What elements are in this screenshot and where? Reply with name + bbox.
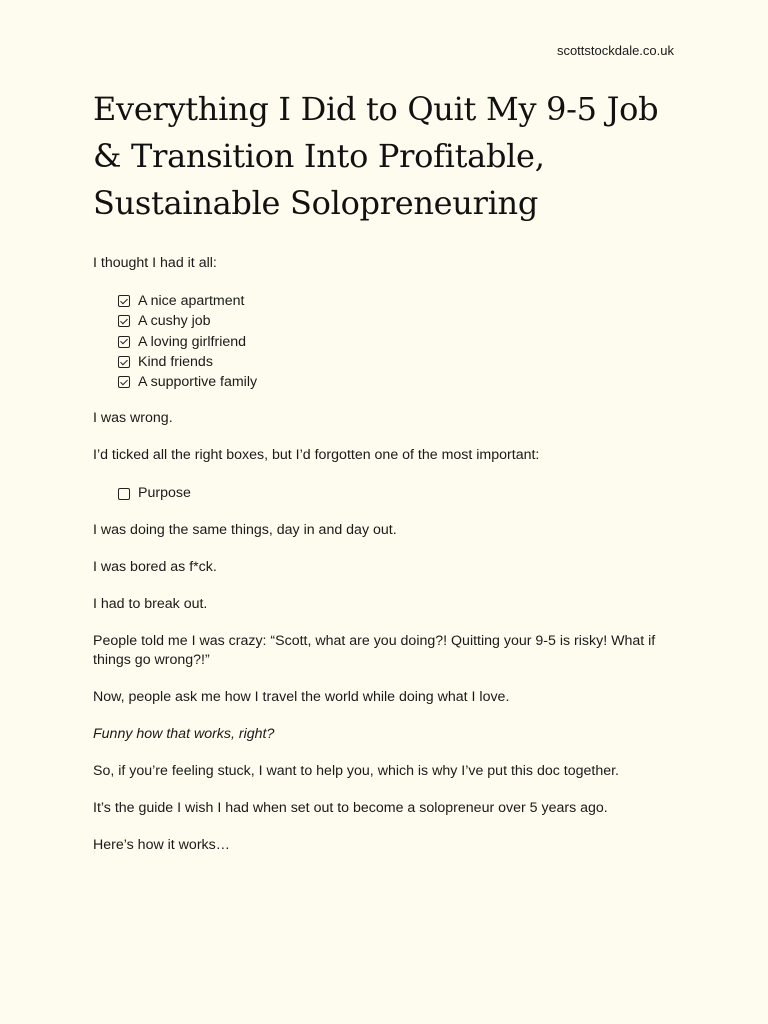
ticked-paragraph: I’d ticked all the right boxes, but I’d forgotten one of the most important:: [93, 447, 540, 464]
break-paragraph: I had to break out.: [93, 595, 208, 612]
list-item: [118, 332, 673, 352]
unchecked-box-icon: [118, 488, 130, 500]
list-item: [118, 372, 673, 392]
bored-paragraph: I was bored as f*ck.: [93, 558, 217, 575]
stuck-paragraph: So, if you’re feeling stuck, I want to help you, which is why I’ve put this doc together.: [93, 762, 620, 779]
article: [93, 86, 673, 873]
list-item: [118, 291, 673, 311]
checked-list: [93, 291, 673, 392]
list-item-label: A loving girlfriend: [138, 333, 247, 350]
list-item-label: A supportive family: [138, 374, 258, 391]
list-item-label: Kind friends: [138, 353, 213, 370]
now-paragraph: Now, people ask me how I travel the world while doing what I love.: [93, 688, 510, 705]
checked-box-icon: [118, 356, 130, 368]
how-paragraph: Here’s how it works…: [93, 836, 230, 853]
list-item: [118, 483, 673, 503]
checked-box-icon: [118, 315, 130, 327]
checked-box-icon: [118, 336, 130, 348]
guide-paragraph: It’s the guide I wish I had when set out to become a solopreneur over 5 years ago.: [93, 799, 608, 816]
list-item-label: A cushy job: [138, 313, 211, 330]
list-item-label: A nice apartment: [138, 293, 245, 309]
list-item-label: Purpose: [138, 485, 191, 502]
crazy-paragraph: People told me I was crazy: “Scott, what are you doing?! Quitting your 9-5 is risky! What if things go wrong?!”: [93, 632, 656, 668]
list-item: [118, 311, 673, 331]
list-item: [118, 352, 673, 372]
funny-paragraph: Funny how that works, right?: [93, 725, 275, 742]
intro-paragraph: I thought I had it all:: [93, 255, 217, 271]
wrong-paragraph: I was wrong.: [93, 410, 173, 427]
page-title: Everything I Did to Quit My 9-5 Job & Transition Into Profitable, Sustainable Solopreneuring: [93, 90, 659, 222]
unchecked-list: [93, 483, 673, 503]
same-paragraph: I was doing the same things, day in and day out.: [93, 521, 397, 538]
site-url: scottstockdale.co.uk: [556, 43, 674, 58]
checked-box-icon: [118, 376, 130, 388]
checked-box-icon: [118, 295, 130, 307]
